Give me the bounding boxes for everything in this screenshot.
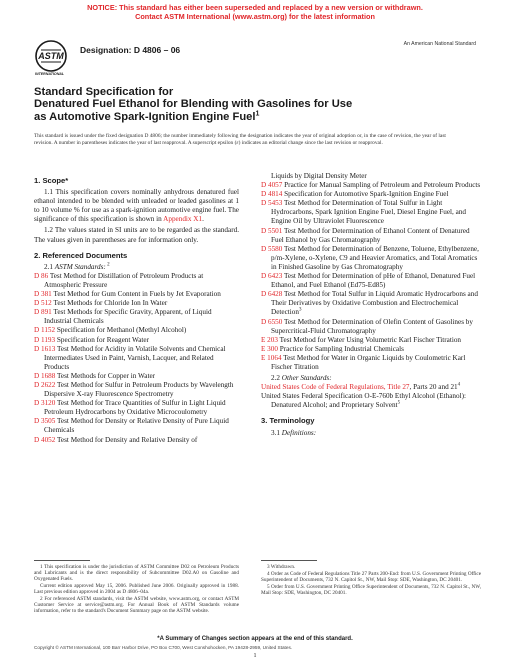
scope-heading: 1. Scope* [34, 176, 69, 185]
reference-code-link[interactable]: D 5501 [261, 226, 283, 235]
reference-item [261, 290, 481, 317]
reference-code-link[interactable]: D 1193 [34, 335, 56, 344]
reference-title: Test Methods for Chloride Ion In Water [51, 299, 168, 308]
usc-reference: United States Code of Federal Regulations, Title 27, Parts 20 and $21^4$ [261, 382, 461, 392]
reference-code-link[interactable]: D 4814 [261, 190, 283, 199]
reference-footnote-mark: 3 [298, 308, 302, 314]
reference-item [34, 436, 239, 445]
issued-note: This standard is issued under the fixed designation D 4806; the number immediately following the designation indicates the year of original adoption or, in the case of revision, the year of last revision. A number in parentheses indicates the year of last reapproval. A superscript epsilon (ε) indicates an editorial change since the last revision or reapproval. [34, 133, 446, 146]
reference-continuation: Liquids by Digital Density Meter [271, 172, 367, 180]
reference-code-link[interactable]: E 300 [261, 344, 278, 353]
footnotes-left [34, 564, 239, 615]
reference-code-link[interactable]: E 203 [261, 335, 278, 344]
reference-item [34, 290, 239, 299]
reference-title: Test Method for Density or Relative Density of Pure Liquid Chemicals [44, 417, 229, 435]
reference-code-link[interactable]: D 4057 [261, 181, 283, 190]
reference-title: Test Method for Determination of Total Sulfur in Light Hydrocarbons, Spark Ignition Engine Fuel, Diesel Engine Fuel, and Engine Oil by Ultraviolet Fluorescence [271, 199, 467, 226]
title-line-3: as Automotive Spark-Ignition Engine Fuel [34, 110, 256, 123]
reference-item [34, 381, 239, 399]
other-standards-label: 2.2 Other Standards: [271, 374, 332, 383]
references-heading: 2. Referenced Documents [34, 250, 128, 260]
reference-title: Test Method for Density and Relative Density of [55, 435, 198, 444]
usc-link[interactable]: United States Code of Federal Regulations, Title 27 [261, 383, 410, 392]
reference-item [261, 336, 481, 345]
reference-code-link[interactable]: D 512 [34, 299, 52, 308]
svg-text:ASTM: ASTM [38, 51, 64, 61]
reference-title: Practice for Sampling Industrial Chemicals [277, 344, 404, 353]
logo-text: INTERNATIONAL [35, 72, 65, 76]
reference-code-link[interactable]: D 1613 [34, 344, 56, 353]
footnotes-right [261, 564, 481, 597]
reference-code-link[interactable]: D 1688 [34, 371, 56, 380]
reference-code-link[interactable]: D 3505 [34, 417, 56, 426]
summary-of-changes-note: *A Summary of Changes section appears at the end of this standard. [157, 636, 353, 642]
footnote: Current edition approved May 15, 2006. Published June 2006. Originally approved in 1988. Last previous edition approved in 2004 as D 4806–04a. [34, 583, 239, 596]
astm-reference-list-continued [261, 181, 481, 372]
title-footnote-mark: 1 [255, 110, 260, 118]
footnote: 4 Order as Code of Federal Regulations Title 27 Parts 200-End: from U.S. Government Printing Office Superintendent of Documents, 732 N. Capitol St., NW, Mail Stop: SDE, Washington, DC 20401. [261, 570, 481, 583]
american-national-standard: An American National Standard [403, 41, 476, 47]
reference-item [34, 399, 239, 417]
reference-item [261, 272, 481, 290]
definitions-label: 3.1 Definitions: [271, 428, 317, 437]
astm-logo-icon [33, 38, 73, 78]
notice-line-1: NOTICE: This standard has either been superseded and replaced by a new version or withdrawn. [87, 3, 423, 12]
terminology-heading: 3. Terminology [261, 416, 315, 426]
reference-item [261, 345, 481, 354]
reference-item [34, 308, 239, 326]
footnote: 5 Order from U.S. Government Printing Office Superintendent of Documents, 732 N. Capitol St., NW, Mail Stop: SDE, Washington, DC 20401. [261, 583, 481, 596]
reference-code-link[interactable]: D 6423 [261, 272, 283, 281]
reference-item [34, 299, 239, 308]
reference-title: Test Method for Total Sulfur in Liquid Aromatic Hydrocarbons and Their Derivatives by Oxidative Combustion and Electrochemical Detection [271, 290, 478, 317]
astm-standards-label: 2.1 ASTM Standards: $^2$ [44, 262, 110, 271]
reference-item [261, 199, 481, 226]
right-column [261, 172, 481, 438]
reference-code-link[interactable]: D 6428 [261, 290, 283, 299]
footnote: 3 Withdrawn. [267, 564, 296, 570]
supersede-notice [0, 3, 510, 21]
reference-title: Test Method for Water Using Volumetric Karl Fischer Titration [277, 335, 462, 344]
reference-title: Test Methods for Copper in Water [55, 371, 156, 380]
document-title [34, 86, 484, 123]
reference-code-link[interactable]: E 1064 [261, 353, 282, 362]
reference-code-link[interactable]: D 1152 [34, 326, 56, 335]
reference-code-link[interactable]: D 891 [34, 308, 52, 317]
reference-item [34, 326, 239, 335]
reference-title: Test Method for Determination of Ethanol Content of Denatured Fuel Ethanol by Gas Chromatography [271, 226, 470, 244]
title-line-1: Standard Specification for [34, 86, 174, 98]
footnote: 1 This specification is under the jurisdiction of ASTM Committee D02 on Petroleum Products and Lubricants and is the direct responsibility of Subcommittee D02.A0 on Gasoline and Oxygenated Fuels. [34, 564, 239, 583]
scope-paragraph-1: 1.1 This specification covers nominally anhydrous denatured fuel ethanol intended to be blended with unleaded or leaded gasolines at 1 to 10 volume % for use as a spark-ignition automotive engine fuel. The significance of this specification is shown in Appendix X1. [34, 188, 239, 224]
reference-code-link[interactable]: D 5580 [261, 244, 283, 253]
reference-code-link[interactable]: D 5453 [261, 199, 283, 208]
reference-code-link[interactable]: D 381 [34, 290, 52, 299]
reference-title: Specification for Methanol (Methyl Alcohol) [55, 326, 187, 335]
reference-item [34, 345, 239, 372]
reference-item [261, 190, 481, 199]
reference-code-link[interactable]: D 4052 [34, 435, 56, 444]
reference-item [261, 245, 481, 272]
reference-title: Test Method for Distillation of Petroleum Products at Atmospheric Pressure [44, 271, 204, 289]
reference-title: Test Method for Acidity in Volatile Solvents and Chemical Intermediates Used in Paint, Varnish, Lacquer, and Related Products [44, 344, 226, 371]
reference-title: Specification for Reagent Water [55, 335, 149, 344]
footnote-rule-left [34, 560, 90, 561]
reference-title: Test Methods for Specific Gravity, Apparent, of Liquid Industrial Chemicals [44, 308, 212, 326]
reference-title: Test Method for Sulfur in Petroleum Products by Wavelength Dispersive X-ray Fluorescence Spectrometry [44, 380, 234, 399]
reference-item [261, 318, 481, 336]
reference-title: Test Method for Determination of pHe of Ethanol, Denatured Fuel Ethanol, and Fuel Ethanol (Ed75-Ed85) [271, 272, 476, 290]
reference-item [261, 181, 481, 190]
designation: Designation: D 4806 – 06 [80, 45, 181, 55]
reference-code-link[interactable]: D 6550 [261, 317, 283, 326]
reference-item [34, 417, 239, 435]
astm-reference-list [34, 272, 239, 445]
scope-paragraph-2: 1.2 The values stated in SI units are to be regarded as the standard. The values given in parentheses are for information only. [34, 226, 239, 244]
left-column [34, 172, 239, 445]
reference-code-link[interactable]: D 3120 [34, 399, 56, 408]
reference-title: Test Method for Gum Content in Fuels by Jet Evaporation [51, 290, 221, 299]
reference-title: Test Method for Water in Organic Liquids by Coulometric Karl Fischer Titration [271, 353, 466, 371]
reference-title: Specification for Automotive Spark-Ignition Engine Fuel [282, 190, 449, 199]
reference-title: Test Method for Determination of Olefin Content of Gasolines by Supercritical-Fluid Chromatography [271, 317, 473, 335]
title-line-2: Denatured Fuel Ethanol for Blending with Gasolines for Use [34, 98, 353, 111]
page-number: 1 [253, 653, 257, 659]
appendix-x1-link[interactable]: Appendix X1 [163, 215, 203, 224]
notice-line-2: Contact ASTM International (www.astm.org) for the latest information [135, 12, 375, 21]
footnote-rule-right [261, 560, 317, 561]
reference-title: Test Method for Determination of Benzene, Toluene, Ethylbenzene, p/m-Xylene, o-Xylene, C9 and Heavier Aromatics, and Total Aromatics in Finished Gasoline by Gas Chromatography [271, 244, 479, 271]
footnote: 2 For referenced ASTM standards, visit the ASTM website, www.astm.org, or contact ASTM Customer Service at service@astm.org. For Annual Book of ASTM Standards volume information, refer to the standard's Document Summary page on the ASTM website. [34, 596, 239, 615]
reference-item [34, 372, 239, 381]
copyright: Copyright © ASTM International, 100 Barr Harbor Drive, PO Box C700, West Conshohocken, PA 19428-2959, United States. [34, 645, 293, 650]
reference-item [34, 336, 239, 345]
federal-spec-reference: United States Federal Specification O-E-760b Ethyl Alcohol (Ethanol): Denatured Alcohol; and Proprietary Solvent$^5$ [261, 392, 466, 410]
reference-item [34, 272, 239, 290]
reference-code-link[interactable]: D 2622 [34, 380, 56, 389]
reference-title: Practice for Manual Sampling of Petroleum and Petroleum Products [282, 181, 481, 190]
reference-item [261, 354, 481, 372]
reference-item [261, 227, 481, 245]
reference-code-link[interactable]: D 86 [34, 271, 49, 280]
reference-title: Test Method for Trace Quantities of Sulfur in Light Liquid Petroleum Hydrocarbons by Oxidative Microcoulometry [44, 399, 226, 417]
